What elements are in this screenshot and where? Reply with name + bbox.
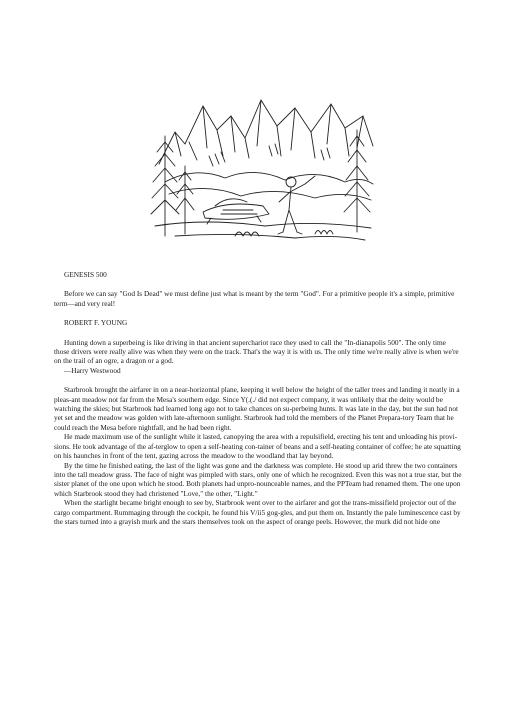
epigraph-attribution: —Harry Westwood	[64, 365, 121, 375]
article-text	[54, 270, 462, 526]
story-heading: GENESIS 500	[64, 270, 107, 279]
epigraph: Hunting down a superbeing is like driving in that ancient superchariot race they used to call the "In-dianapolis 500". The only time those drivers were really alive was when they were on the track. That's the way it is with us. The only time we're really alive is when we're on the trail of an ogre, a dragon or a god.	[54, 337, 459, 366]
body-paragraph: He made maximum use of the sunlight while it lasted, canopying the area with a repulsifield, erecting his tent and unloading his provi-sions. He took advantage of the af-terglow to open a self-heating con-tainer of beans and a self-heating container of coffee; he ate squatting on his haunches in front of the tent, gazing across the meadow to the woodland that lay beyond.	[54, 432, 461, 461]
story-intro: Before we can say "God Is Dead" we must define just what is meant by the term "God". For a primitive people it's a simple, primitive term—and very real!	[54, 289, 455, 308]
author-name: ROBERT F. YOUNG	[64, 318, 128, 328]
body-paragraph: When the starlight became bright enough to see by, Starbrook went over to the airfarer and got the trans-missifield projector out of the cargo compartment. Rummaging through the cockpit, he found his V/ii5 gog-gles, and put them on. Instantly the pale luminescence cast by the stars turned into a grayish murk and the stars themselves took on the aspect of orange peels. However, the murk did not hide one	[54, 498, 461, 526]
body-paragraph: By the time he finished eating, the last of the light was gone and the darkness was complete. He stood up arid threw the two containers into the tall meadow grass. The face of night was pimpled with stars, only one of which he recognized. Even this was not a true star, but the sister planet of the one upon which he stood. Both planets had unpro-nounceable names, and the PPTeam had renamed them. The one upon which Starbrook stood they had christened "Love," the other, "Light."	[54, 460, 462, 498]
story-illustration	[145, 86, 377, 256]
body-paragraph: Starbrook brought the airfarer in on a near-horizontal plane, keeping it well below the height of the taller trees and landing it neatly in a pleas-ant meadow not far from the Mesa's southern edge. Since Y(.(./ did not expect company, it was unlikely that the deity would be watching the skies; but Starbrook had learned long ago not to take chances on su-perbeing hunts. It was late in the day, but the sun had not yet set and the meadow was golden with late-afternoon sunlight. Starbrook had told the members of the Planet Prepara-tory Team that he could reach the Mesa before nightfall, and he had been right.	[54, 385, 460, 432]
